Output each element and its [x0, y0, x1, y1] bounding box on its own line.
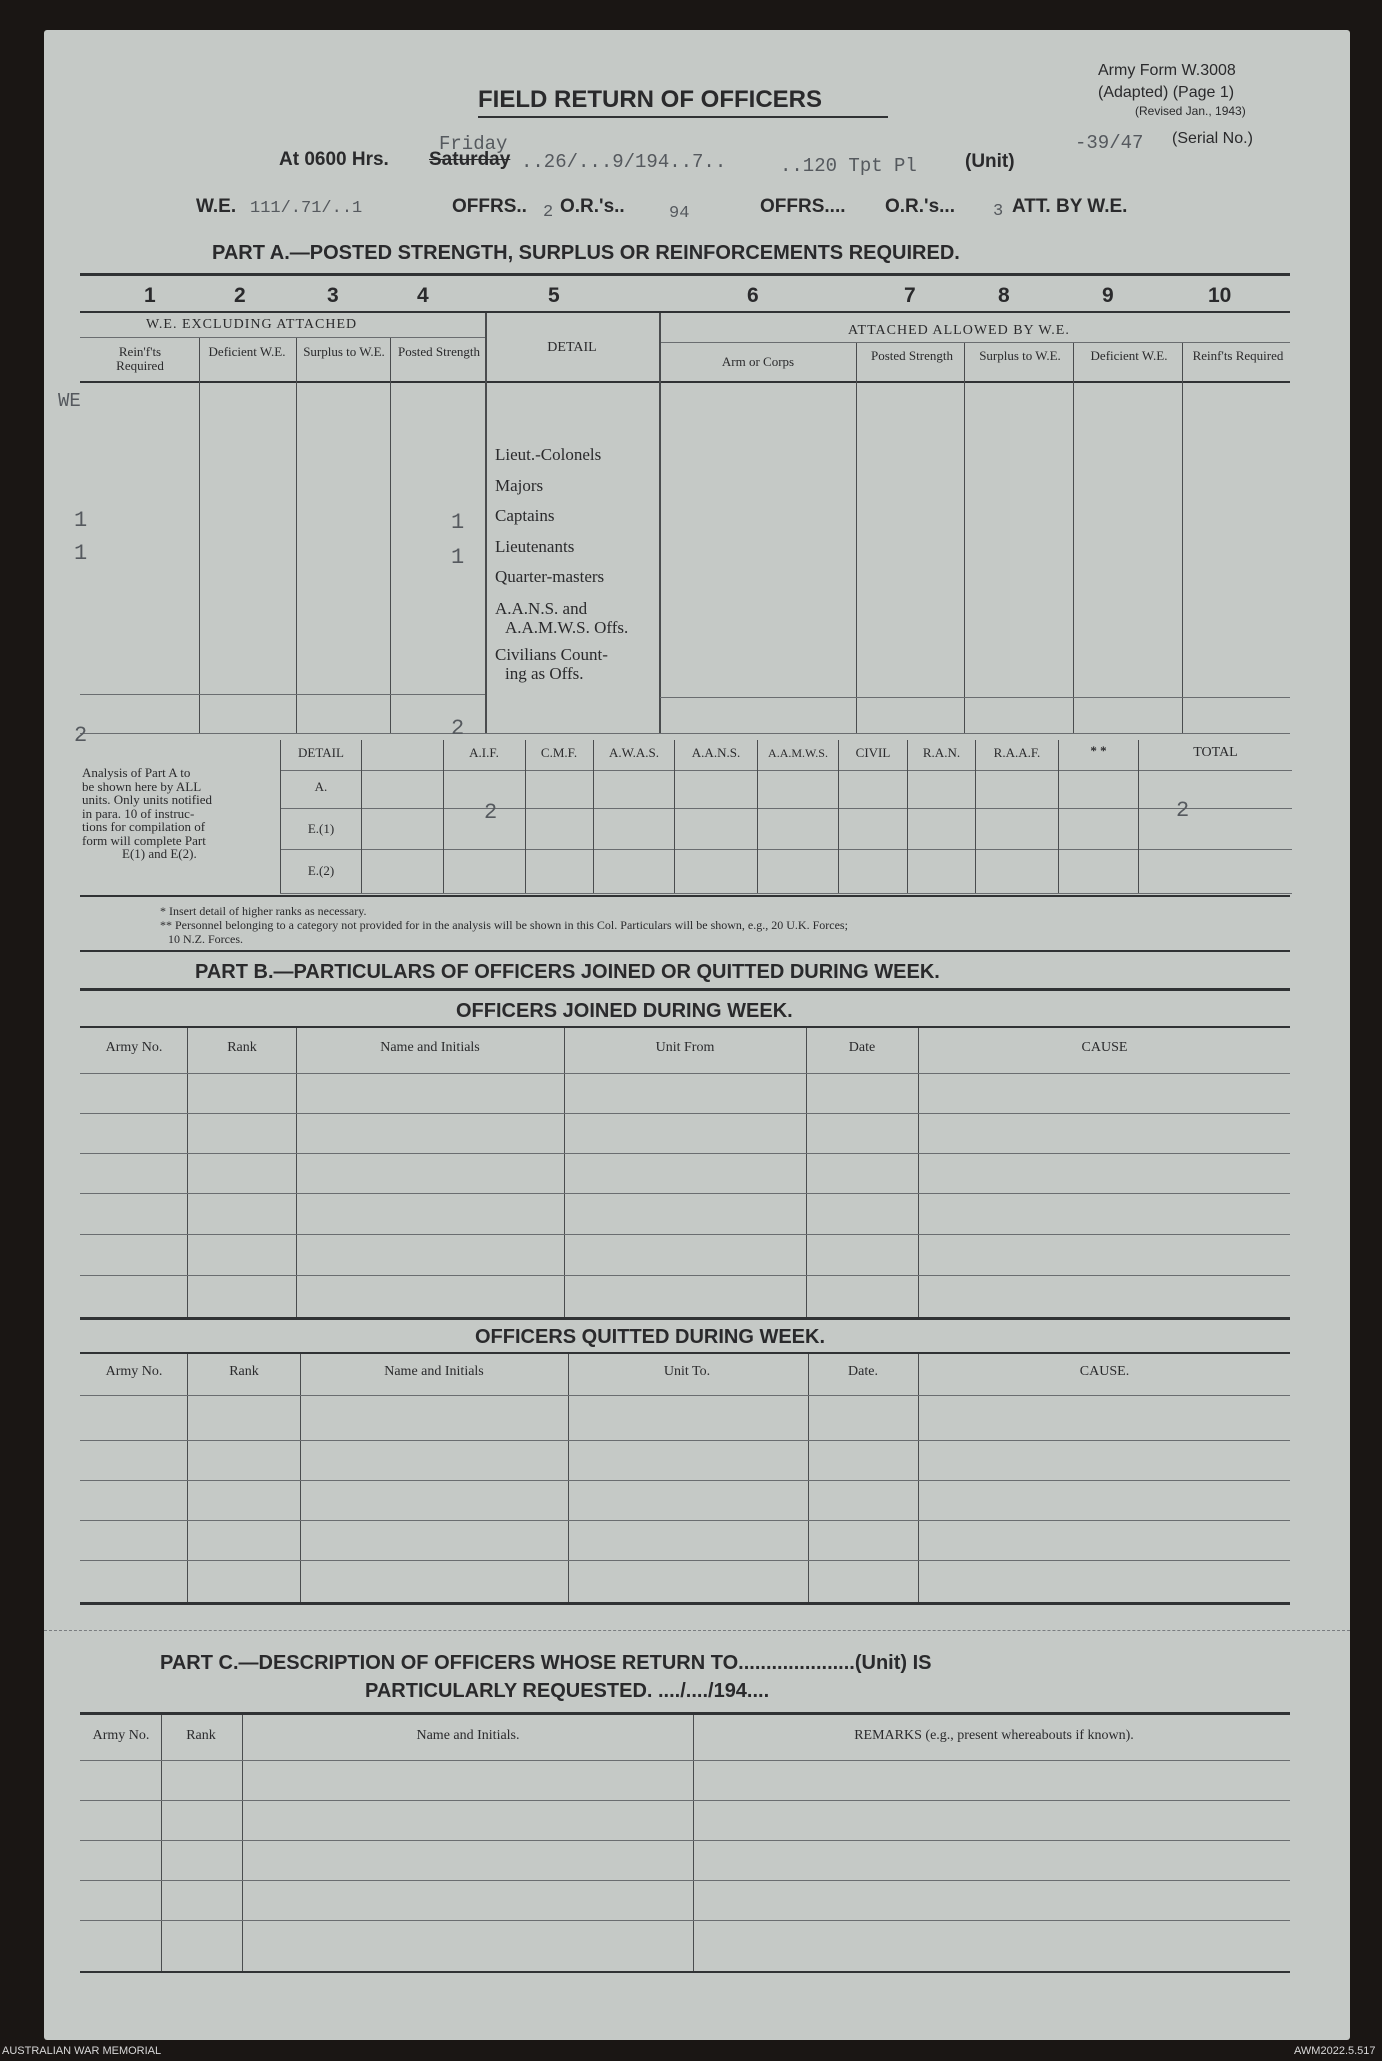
rank-civilians-2: ing as Offs.	[505, 663, 584, 683]
quitted-head-date: Date.	[848, 1364, 878, 1379]
vline	[907, 740, 908, 893]
vline	[361, 740, 362, 893]
quitted-rule	[80, 1352, 1290, 1354]
part-c-end-rule	[80, 1971, 1290, 1973]
left-group-rule	[80, 337, 485, 338]
row-rule	[80, 1395, 1290, 1396]
quitted-head-rank: Rank	[229, 1364, 259, 1379]
at-label: At 0600 Hrs.	[279, 149, 389, 170]
part-b-top-rule	[80, 950, 1290, 952]
vline	[199, 338, 200, 733]
note-line: in para. 10 of instruc-	[82, 805, 195, 821]
head-reinfts: Rein'f'ts Required	[116, 344, 164, 373]
we-mark: WE	[58, 390, 81, 412]
form-id-line3: (Revised Jan., 1943)	[1135, 104, 1246, 118]
footnote-3: 10 N.Z. Forces.	[168, 932, 243, 946]
analysis-row-rule	[280, 849, 1292, 850]
page-title: FIELD RETURN OF OFFICERS	[478, 86, 822, 113]
joined-head-date: Date	[848, 1040, 876, 1055]
quitted-title: OFFICERS QUITTED DURING WEEK.	[475, 1326, 825, 1348]
row-rule	[80, 1800, 1290, 1801]
joined-head-army-no: Army No.	[105, 1040, 163, 1055]
colnum-4: 4	[417, 284, 429, 307]
vline	[390, 338, 391, 733]
vline	[674, 740, 675, 893]
part-a-head-rule	[80, 381, 1290, 383]
ors2-label: O.R.'s...	[885, 196, 955, 217]
footer-left: AUSTRALIAN WAR MEMORIAL	[2, 2045, 162, 2057]
day-struck: Saturday	[429, 149, 511, 170]
note-line: tions for compilation of	[82, 819, 206, 834]
part-c-head-rank: Rank	[186, 1728, 216, 1743]
total-posted: 2	[451, 716, 465, 741]
part-c-head-army-no: Army No.	[92, 1728, 150, 1743]
row-rule	[80, 1440, 1290, 1441]
perforation-line	[44, 1630, 1350, 1631]
ors-value: 94	[669, 204, 690, 223]
vline	[161, 1715, 162, 1973]
rank-aamws: A.A.M.W.S. Offs.	[505, 617, 629, 637]
part-c-head-name: Name and Initials.	[416, 1728, 520, 1743]
vline	[918, 1354, 919, 1604]
analysis-head-aamws: A.A.M.W.S.	[768, 746, 828, 760]
row-rule	[80, 1920, 1290, 1921]
head-posted-2: Posted Strength	[871, 348, 953, 363]
head-posted: Posted Strength	[398, 344, 480, 359]
analysis-head-civil: CIVIL	[855, 745, 891, 760]
offrs2-label: OFFRS....	[760, 196, 846, 217]
quitted-head-cause: CAUSE.	[1079, 1364, 1130, 1379]
footer-right: AWM2022.5.517	[1294, 2045, 1376, 2057]
vline	[525, 740, 526, 893]
ors-label: O.R.'s..	[560, 196, 625, 217]
right-group-head: ATTACHED ALLOWED BY W.E.	[848, 323, 1070, 338]
row-rule	[80, 1520, 1290, 1521]
note-line: Analysis of Part A to	[82, 765, 191, 780]
colnum-5: 5	[548, 284, 560, 307]
captains-reinfts: 1	[74, 508, 88, 533]
row-rule	[80, 1113, 1290, 1114]
colnum-3: 3	[327, 284, 339, 307]
vline	[568, 1354, 569, 1604]
quitted-head-unit-to: Unit To.	[663, 1364, 711, 1379]
analysis-head-other: * *	[1090, 743, 1107, 758]
head-surplus: Surplus to W.E.	[303, 344, 385, 359]
part-a-sub-rule-right	[660, 697, 1290, 698]
row-rule	[80, 1153, 1290, 1154]
rank-captains: Captains	[495, 506, 555, 525]
row-rule	[80, 1073, 1290, 1074]
unit-value: ..120 Tpt Pl	[780, 155, 917, 177]
analysis-head-detail: DETAIL	[298, 745, 344, 760]
head-reinfts-2: Reinf'ts Required	[1192, 348, 1284, 363]
part-a-title: PART A.—POSTED STRENGTH, SURPLUS OR REINFORCEMENTS REQUIRED.	[212, 242, 960, 264]
offrs-label: OFFRS..	[452, 196, 527, 217]
vline	[693, 1715, 694, 1973]
analysis-head-cmf: C.M.F.	[540, 745, 578, 760]
lieutenants-reinfts: 1	[74, 541, 88, 566]
unit-label: (Unit)	[965, 151, 1015, 172]
part-a-bottom-rule	[80, 733, 1290, 734]
analysis-row-rule	[280, 808, 1292, 809]
row-rule	[80, 1193, 1290, 1194]
analysis-head-raaf: R.A.A.F.	[993, 745, 1041, 760]
vline	[757, 740, 758, 893]
joined-title: OFFICERS JOINED DURING WEEK.	[456, 1000, 793, 1022]
joined-head-unit-from: Unit From	[655, 1040, 715, 1055]
joined-head-cause: CAUSE	[1081, 1040, 1128, 1055]
vline	[443, 740, 444, 893]
vline	[1073, 343, 1074, 733]
analysis-row-e2: E.(2)	[307, 863, 335, 878]
colnum-8: 8	[998, 284, 1010, 307]
colnum-1: 1	[144, 284, 156, 307]
part-b-title: PART B.—PARTICULARS OF OFFICERS JOINED OR QUITTED DURING WEEK.	[195, 961, 940, 983]
joined-rule	[80, 1026, 1290, 1028]
day-typed: Friday	[439, 133, 508, 155]
we-label: W.E.	[196, 196, 237, 217]
row-rule	[80, 1234, 1290, 1235]
vline	[659, 313, 661, 733]
part-c-head-remarks: REMARKS (e.g., present whereabouts if known).	[854, 1728, 1134, 1743]
analysis-head-rule	[280, 770, 1292, 771]
form-id-line1: Army Form W.3008	[1098, 62, 1236, 79]
row-rule	[80, 1880, 1290, 1881]
analysis-head-total: TOTAL	[1193, 745, 1238, 760]
right-group-rule	[660, 342, 1290, 343]
analysis-total-a: 2	[1176, 798, 1190, 823]
analysis-note	[82, 766, 272, 861]
date-value: ..26/...9/194..7..	[521, 151, 727, 173]
head-deficient: Deficient W.E.	[208, 344, 286, 359]
footnote-1: * Insert detail of higher ranks as necessary.	[160, 904, 367, 918]
analysis-row-e1: E.(1)	[307, 821, 335, 836]
form-id-line2: (Adapted) (Page 1)	[1098, 84, 1235, 101]
note-line: units. Only units notified	[82, 792, 212, 807]
vline	[964, 343, 965, 733]
rank-list	[495, 440, 628, 683]
vline	[300, 1354, 301, 1604]
part-c-rule	[80, 1712, 1290, 1715]
rank-aans: A.A.N.S. and	[495, 598, 588, 618]
rank-civilians: Civilians Count-	[495, 644, 608, 664]
offrs-value: 2	[543, 203, 554, 222]
serial-label: (Serial No.)	[1172, 130, 1253, 147]
row-rule	[80, 1480, 1290, 1481]
analysis-head-awas: A.W.A.S.	[608, 745, 660, 760]
joined-head-name: Name and Initials	[380, 1040, 480, 1055]
vline	[280, 740, 281, 893]
ors2-value: 3	[993, 202, 1004, 221]
analysis-head-aif: A.I.F.	[469, 745, 499, 760]
we-value: 111/.71/..1	[250, 199, 363, 218]
total-reinfts: 2	[74, 723, 88, 748]
head-detail: DETAIL	[547, 340, 597, 355]
captains-posted: 1	[451, 510, 465, 535]
colnum-7: 7	[904, 284, 916, 307]
row-rule	[80, 1560, 1290, 1561]
rank-lieut-colonels: Lieut.-Colonels	[495, 445, 602, 464]
rank-majors: Majors	[495, 475, 544, 495]
quitted-head-army-no: Army No.	[105, 1364, 163, 1379]
vline	[296, 338, 297, 733]
colnum-9: 9	[1102, 284, 1114, 307]
analysis-head-aans: A.A.N.S.	[691, 745, 741, 760]
note-line: form will complete Part	[82, 832, 206, 848]
analysis-end-rule	[80, 895, 1290, 897]
row-rule	[80, 1275, 1290, 1276]
serial-value: -39/47	[1075, 132, 1144, 154]
part-b-rule	[80, 988, 1290, 991]
vline	[485, 313, 487, 733]
vline	[593, 740, 594, 893]
footnote-2: ** Personnel belonging to a category not provided for in the analysis will be shown in this Col. Particulars will be shown, e.g., 20 U.K. Forces;	[160, 918, 848, 932]
rank-quarter-masters: Quarter-masters	[495, 567, 605, 586]
analysis-bottom-rule	[280, 893, 1292, 894]
vline	[187, 1354, 188, 1604]
note-line: be shown here by ALL	[82, 778, 202, 794]
att-label: ATT. BY W.E.	[1012, 196, 1128, 217]
title-underline	[478, 116, 888, 118]
head-surplus-2: Surplus to W.E.	[979, 348, 1061, 363]
vline	[1182, 343, 1183, 733]
part-a-top-rule	[80, 273, 1290, 276]
head-deficient-2: Deficient W.E.	[1090, 348, 1168, 363]
quitted-head-name: Name and Initials	[384, 1364, 484, 1379]
vline	[1058, 740, 1059, 893]
part-c-line2: PARTICULARLY REQUESTED. ..../..../194....	[365, 1680, 770, 1702]
lieutenants-posted: 1	[451, 545, 465, 570]
head-arm-corps: Arm or Corps	[721, 354, 795, 369]
vline	[838, 740, 839, 893]
analysis-aif-a: 2	[484, 800, 498, 825]
vline	[242, 1715, 243, 1973]
left-group-head: W.E. EXCLUDING ATTACHED	[146, 317, 358, 332]
vline	[975, 740, 976, 893]
colnum-2: 2	[234, 284, 246, 307]
note-line: E(1) and E(2).	[122, 846, 197, 861]
colnum-10: 10	[1208, 284, 1232, 307]
analysis-row-a: A.	[314, 779, 328, 794]
colnum-rule	[80, 311, 1290, 313]
part-c-line1: PART C.—DESCRIPTION OF OFFICERS WHOSE RETURN TO.....................(Unit) IS	[160, 1652, 932, 1674]
vline	[856, 343, 857, 733]
quitted-end-rule	[80, 1602, 1290, 1605]
row-rule	[80, 1760, 1290, 1761]
colnum-6: 6	[747, 284, 759, 307]
joined-end-rule	[80, 1317, 1290, 1320]
vline	[1138, 740, 1139, 893]
joined-head-rank: Rank	[227, 1040, 257, 1055]
rank-lieutenants: Lieutenants	[495, 536, 575, 556]
part-a-sub-rule	[80, 694, 485, 695]
row-rule	[80, 1840, 1290, 1841]
vline	[808, 1354, 809, 1604]
analysis-head-ran: R.A.N.	[922, 745, 961, 760]
